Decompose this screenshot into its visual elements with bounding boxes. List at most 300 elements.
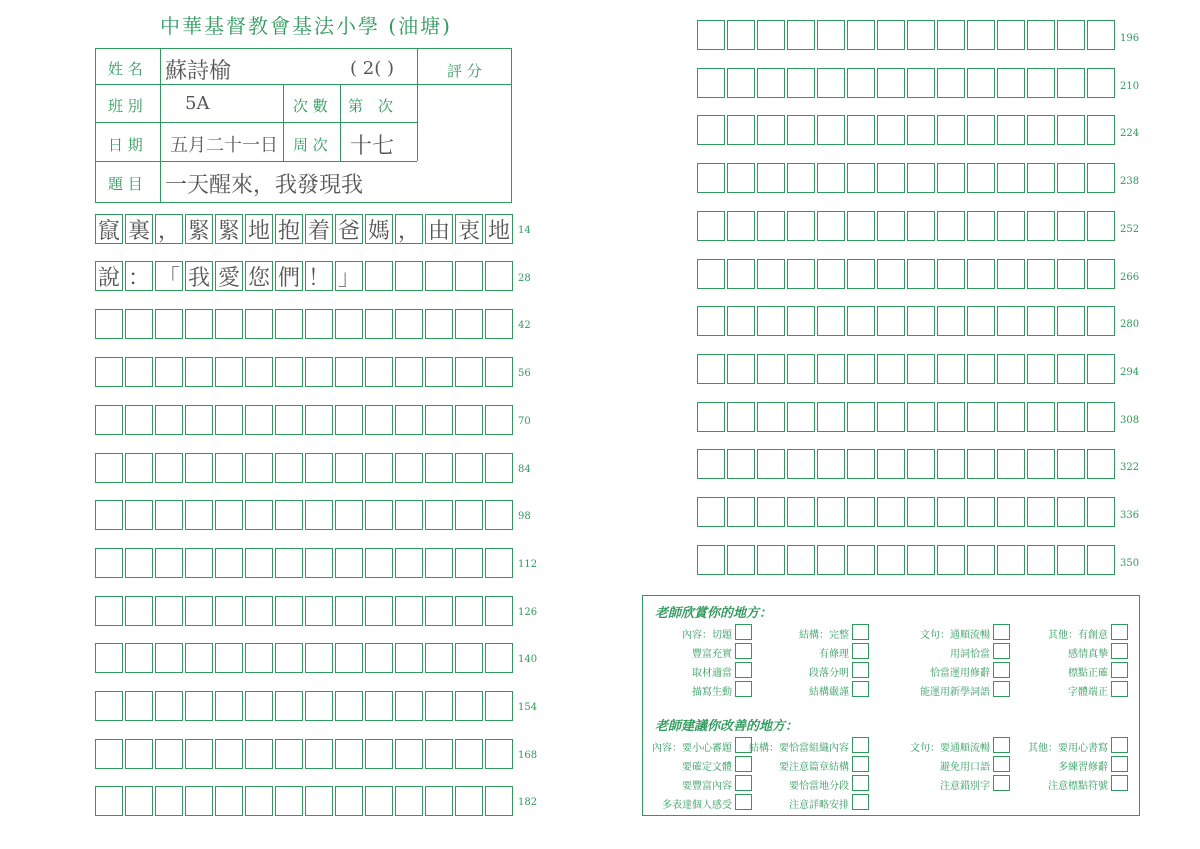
topic-value: 一天醒來，我發現我 [165, 173, 364, 198]
grid-cell [907, 20, 935, 50]
grid-cell [757, 545, 785, 575]
grid-cell [275, 357, 303, 387]
grid-cell [275, 500, 303, 530]
row-number: 56 [518, 368, 531, 380]
grid-cell [125, 548, 153, 578]
grid-cell [907, 449, 935, 479]
feedback-checkbox[interactable] [993, 624, 1010, 640]
feedback-checkbox[interactable] [735, 775, 752, 791]
grid-cell [185, 309, 213, 339]
grid-cell [937, 449, 965, 479]
grid-cell [95, 596, 123, 626]
writing-row-9 [95, 596, 515, 626]
feedback-checkbox[interactable] [852, 681, 869, 697]
feedback-item-label: 標點正確 [1068, 668, 1108, 679]
grid-cell [215, 691, 243, 721]
grid-cell [215, 786, 243, 816]
feedback-checkbox[interactable] [852, 775, 869, 791]
feedback-item-label: 要確定文體 [682, 762, 732, 773]
grid-cell [1057, 306, 1085, 336]
grid-cell [335, 786, 363, 816]
grid-cell [757, 259, 785, 289]
grid-cell [425, 548, 453, 578]
grid-cell [757, 449, 785, 479]
feedback-item-label: 有條理 [819, 649, 849, 660]
feedback-item-label: 其他：要用心書寫 [1028, 743, 1108, 754]
grid-cell [95, 643, 123, 673]
grid-cell [335, 357, 363, 387]
grid-cell: 愛 [215, 261, 243, 291]
grid-cell [155, 405, 183, 435]
writing-row-right-2 [697, 68, 1117, 98]
grid-cell: 我 [185, 261, 213, 291]
grid-cell [757, 354, 785, 384]
grid-cell [215, 643, 243, 673]
grid-cell [485, 643, 513, 673]
grid-cell: ， [155, 214, 183, 244]
grid-cell [787, 545, 815, 575]
grid-cell [395, 405, 423, 435]
grid-cell [455, 261, 483, 291]
feedback-checkbox[interactable] [1111, 643, 1128, 659]
feedback-item-label: 結構：要恰當組織內容 [749, 743, 849, 754]
grid-cell [847, 20, 875, 50]
grid-cell [1027, 354, 1055, 384]
grid-cell [95, 691, 123, 721]
grid-cell [425, 786, 453, 816]
school-title: 中華基督教會基法小學 (油塘) [160, 14, 452, 38]
grid-cell: 您 [245, 261, 273, 291]
grid-cell [1057, 68, 1085, 98]
grid-cell [215, 453, 243, 483]
grid-cell [125, 739, 153, 769]
feedback-item-label: 字體端正 [1068, 687, 1108, 698]
grid-cell [847, 115, 875, 145]
feedback-checkbox[interactable] [735, 662, 752, 678]
grid-cell [395, 548, 423, 578]
grid-cell [395, 357, 423, 387]
feedback-item-label: 其他：有創意 [1048, 630, 1108, 641]
grid-cell [245, 309, 273, 339]
feedback-checkbox[interactable] [993, 737, 1010, 753]
grid-cell [185, 453, 213, 483]
writing-row-5 [95, 405, 515, 435]
grid-cell [997, 497, 1025, 527]
grid-cell [455, 453, 483, 483]
grid-cell [1087, 449, 1115, 479]
grid-cell [997, 68, 1025, 98]
grid-cell [697, 211, 725, 241]
grid-cell [95, 786, 123, 816]
feedback-item-label: 多練習修辭 [1058, 762, 1108, 773]
praise-title: 老師欣賞你的地方： [655, 606, 773, 621]
grid-cell [757, 20, 785, 50]
feedback-checkbox[interactable] [993, 756, 1010, 772]
grid-cell [907, 115, 935, 145]
grid-cell [185, 691, 213, 721]
grid-cell [1057, 354, 1085, 384]
feedback-checkbox[interactable] [852, 643, 869, 659]
grid-cell [215, 596, 243, 626]
grid-cell [185, 357, 213, 387]
grid-cell [95, 357, 123, 387]
grid-cell [1057, 211, 1085, 241]
grid-cell: 緊 [215, 214, 243, 244]
row-number: 294 [1120, 366, 1140, 378]
grid-cell [275, 453, 303, 483]
date-label: 日 期 [108, 136, 143, 154]
grid-cell [697, 545, 725, 575]
grid-cell [937, 68, 965, 98]
grid-cell [455, 405, 483, 435]
row-number: 350 [1120, 557, 1140, 569]
row-number: 168 [518, 749, 538, 761]
grid-cell [155, 691, 183, 721]
grid-cell [395, 786, 423, 816]
grid-cell [335, 739, 363, 769]
grid-cell [365, 405, 393, 435]
grid-cell [275, 739, 303, 769]
grid-cell [727, 115, 755, 145]
feedback-checkbox[interactable] [852, 794, 869, 810]
writing-row-13 [95, 786, 515, 816]
grid-cell [1087, 259, 1115, 289]
grid-cell [485, 453, 513, 483]
feedback-checkbox[interactable] [1111, 737, 1128, 753]
grid-cell [697, 306, 725, 336]
grid-cell [245, 453, 273, 483]
feedback-checkbox[interactable] [852, 624, 869, 640]
grid-cell [425, 309, 453, 339]
grid-cell [727, 163, 755, 193]
grid-cell [305, 309, 333, 339]
feedback-checkbox[interactable] [1111, 756, 1128, 772]
feedback-checkbox[interactable] [993, 643, 1010, 659]
grid-cell [1027, 20, 1055, 50]
grid-cell [847, 545, 875, 575]
grid-cell [787, 354, 815, 384]
writing-row-4 [95, 357, 515, 387]
grid-cell [1027, 402, 1055, 432]
grid-cell [937, 402, 965, 432]
grid-cell [125, 500, 153, 530]
grid-cell [275, 691, 303, 721]
grid-cell [907, 354, 935, 384]
writing-row-right-5 [697, 211, 1117, 241]
grid-cell [877, 306, 905, 336]
grid-cell [877, 211, 905, 241]
writing-row-6 [95, 453, 515, 483]
grid-cell [937, 20, 965, 50]
grid-cell [817, 211, 845, 241]
grid-cell [757, 497, 785, 527]
grid-cell [245, 643, 273, 673]
grid-cell [1087, 545, 1115, 575]
grid-cell [877, 354, 905, 384]
grid-cell [485, 548, 513, 578]
writing-row-right-7 [697, 306, 1117, 336]
ordinal-label: 第 次 [348, 97, 394, 115]
grid-cell [997, 402, 1025, 432]
grid-cell [817, 20, 845, 50]
feedback-item-label: 多表達個人感受 [662, 800, 732, 811]
feedback-checkbox[interactable] [852, 662, 869, 678]
grid-cell: 緊 [185, 214, 213, 244]
row-number: 98 [518, 511, 531, 523]
grid-cell [727, 449, 755, 479]
grid-cell [937, 259, 965, 289]
grid-cell [787, 20, 815, 50]
grid-cell [697, 449, 725, 479]
writing-row-right-4 [697, 163, 1117, 193]
grid-cell [1027, 211, 1055, 241]
feedback-checkbox[interactable] [1111, 775, 1128, 791]
grid-cell [847, 354, 875, 384]
grid-cell [1027, 259, 1055, 289]
grid-cell [305, 596, 333, 626]
feedback-item-label: 結構嚴謹 [809, 687, 849, 698]
grid-cell [937, 545, 965, 575]
row-number: 196 [1120, 33, 1140, 44]
grid-cell [847, 497, 875, 527]
grid-cell [967, 306, 995, 336]
grid-cell [937, 306, 965, 336]
grid-cell [847, 163, 875, 193]
grid-cell [275, 786, 303, 816]
row-number: 70 [518, 415, 531, 427]
feedback-checkbox[interactable] [1111, 662, 1128, 678]
grid-cell [425, 357, 453, 387]
grid-cell [155, 453, 183, 483]
grid-cell [125, 643, 153, 673]
grid-cell [1087, 68, 1115, 98]
feedback-item-label: 內容：切題 [682, 630, 732, 641]
grid-cell [365, 643, 393, 673]
grid-cell [365, 739, 393, 769]
row-number: 126 [518, 606, 538, 618]
grid-cell [125, 596, 153, 626]
grid-cell [245, 691, 273, 721]
grid-cell [125, 786, 153, 816]
grid-cell [155, 309, 183, 339]
feedback-checkbox[interactable] [852, 756, 869, 772]
grid-cell [155, 739, 183, 769]
class-label: 班 別 [108, 97, 143, 115]
grid-cell [1087, 354, 1115, 384]
grid-cell [245, 500, 273, 530]
feedback-checkbox[interactable] [735, 794, 752, 810]
grid-cell: 由 [425, 214, 453, 244]
date-value: 五月二十一日 [170, 135, 278, 156]
grid-cell [395, 691, 423, 721]
feedback-item-label: 注意詳略安排 [789, 800, 849, 811]
grid-cell [1027, 306, 1055, 336]
grid-cell [155, 786, 183, 816]
row-number: 112 [518, 558, 538, 570]
grid-cell [997, 449, 1025, 479]
feedback-checkbox[interactable] [735, 756, 752, 772]
grid-cell [335, 548, 363, 578]
row-number: 322 [1120, 462, 1140, 474]
grid-cell [365, 548, 393, 578]
writing-row-right-10 [697, 449, 1117, 479]
grid-cell [305, 405, 333, 435]
grid-cell [877, 545, 905, 575]
grid-cell [155, 500, 183, 530]
grid-cell [305, 548, 333, 578]
grid-cell [425, 500, 453, 530]
row-number: 224 [1120, 128, 1140, 140]
grid-cell [937, 211, 965, 241]
grid-cell [185, 739, 213, 769]
grid-cell [215, 548, 243, 578]
grid-cell: 着 [305, 214, 333, 244]
grid-cell [305, 739, 333, 769]
grid-cell [937, 354, 965, 384]
grid-cell: 地 [485, 214, 513, 244]
row-number: 252 [1120, 223, 1140, 235]
writing-row-3 [95, 309, 515, 339]
grid-cell [817, 449, 845, 479]
grid-cell [455, 309, 483, 339]
grid-cell [425, 596, 453, 626]
grid-cell: ！ [305, 261, 333, 291]
grid-cell [847, 259, 875, 289]
grid-cell [847, 402, 875, 432]
grid-cell [365, 500, 393, 530]
grid-cell [395, 453, 423, 483]
grid-cell [125, 405, 153, 435]
grid-cell [125, 453, 153, 483]
grid-cell [485, 500, 513, 530]
grid-cell [847, 211, 875, 241]
grid-cell [727, 20, 755, 50]
feedback-checkbox[interactable] [993, 775, 1010, 791]
name-label: 姓 名 [108, 60, 143, 78]
feedback-checkbox[interactable] [735, 643, 752, 659]
grid-cell [727, 354, 755, 384]
grid-cell [787, 68, 815, 98]
grid-cell: 爸 [335, 214, 363, 244]
grid-cell [485, 596, 513, 626]
grid-cell [95, 309, 123, 339]
grid-cell [455, 596, 483, 626]
row-number: 238 [1120, 176, 1140, 188]
grid-cell [485, 357, 513, 387]
feedback-checkbox[interactable] [1111, 624, 1128, 640]
grid-cell [697, 497, 725, 527]
feedback-checkbox[interactable] [852, 737, 869, 753]
grid-cell [185, 643, 213, 673]
grid-cell [967, 68, 995, 98]
grid-cell [877, 259, 905, 289]
class-number: ( 2( ) [350, 58, 394, 79]
grid-cell [937, 497, 965, 527]
row-number: 266 [1120, 271, 1140, 283]
grid-cell [967, 259, 995, 289]
grid-cell [425, 261, 453, 291]
grid-cell [185, 786, 213, 816]
grid-cell [455, 357, 483, 387]
grid-cell [245, 548, 273, 578]
feedback-checkbox[interactable] [735, 624, 752, 640]
grid-cell [967, 354, 995, 384]
grid-cell [95, 453, 123, 483]
feedback-item-label: 要恰當地分段 [789, 781, 849, 792]
count-label: 次 數 [293, 97, 328, 115]
grid-cell [967, 545, 995, 575]
feedback-checkbox[interactable] [993, 681, 1010, 697]
writing-row-right-12 [697, 545, 1117, 575]
feedback-item-label: 內容：要小心審題 [652, 743, 732, 754]
grid-cell [425, 453, 453, 483]
grid-cell [485, 261, 513, 291]
grid-cell [425, 405, 453, 435]
grid-cell [335, 643, 363, 673]
grid-cell [305, 453, 333, 483]
feedback-item-label: 結構：完整 [799, 630, 849, 641]
grid-cell [425, 739, 453, 769]
grid-cell [1057, 402, 1085, 432]
grid-cell [697, 68, 725, 98]
grid-cell [455, 643, 483, 673]
grid-cell [365, 261, 393, 291]
feedback-checkbox[interactable] [993, 662, 1010, 678]
grid-cell [907, 545, 935, 575]
feedback-item-label: 取材適當 [692, 668, 732, 679]
grid-cell [727, 545, 755, 575]
grid-cell [305, 643, 333, 673]
grid-cell [395, 261, 423, 291]
feedback-checkbox[interactable] [1111, 681, 1128, 697]
grid-cell [305, 786, 333, 816]
grid-cell [1087, 211, 1115, 241]
grid-cell: 「 [155, 261, 183, 291]
improve-title: 老師建議你改善的地方： [655, 719, 799, 734]
row-number: 308 [1120, 414, 1140, 426]
grid-cell [907, 163, 935, 193]
writing-row-11 [95, 691, 515, 721]
feedback-item-label: 段落分明 [809, 668, 849, 679]
grid-cell [1057, 545, 1085, 575]
grid-cell: 地 [245, 214, 273, 244]
grid-cell [215, 405, 243, 435]
feedback-item-label: 避免用口語 [940, 762, 990, 773]
grid-cell [155, 548, 183, 578]
feedback-item-label: 描寫生動 [692, 687, 732, 698]
grid-cell [907, 259, 935, 289]
feedback-checkbox[interactable] [735, 681, 752, 697]
grid-cell [937, 115, 965, 145]
feedback-item-label: 感情真摯 [1068, 649, 1108, 660]
grid-cell [1057, 163, 1085, 193]
grid-cell [395, 739, 423, 769]
grid-cell: 媽 [365, 214, 393, 244]
grid-cell [697, 259, 725, 289]
grid-cell [305, 691, 333, 721]
grid-cell [787, 211, 815, 241]
writing-row-2 [95, 261, 515, 291]
grid-cell [817, 306, 845, 336]
grid-cell [335, 596, 363, 626]
grid-cell [727, 497, 755, 527]
grid-cell [1057, 20, 1085, 50]
grid-cell [817, 402, 845, 432]
grid-cell [395, 309, 423, 339]
grid-cell [425, 691, 453, 721]
grid-cell [967, 449, 995, 479]
student-name: 蘇詩榆 [165, 59, 232, 84]
